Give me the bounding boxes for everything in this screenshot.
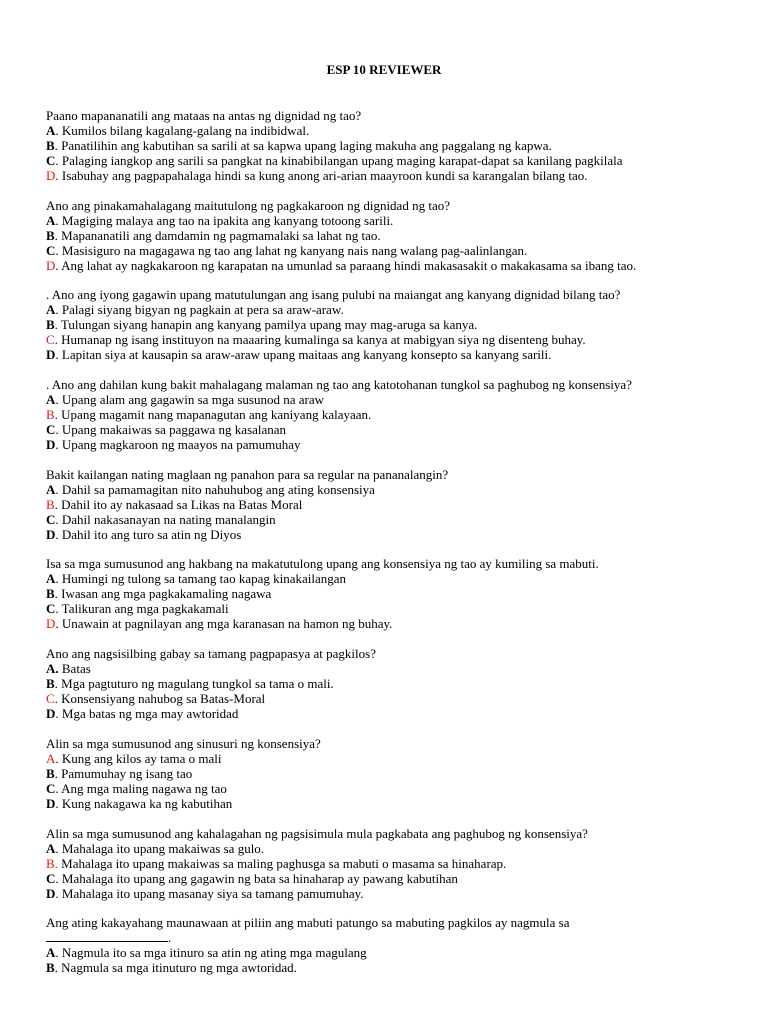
choice-text: . Mapananatili ang damdamin ng pagmamalaki sa lahat ng tao. <box>54 227 381 243</box>
choice-letter: B <box>46 138 55 153</box>
choice-text: . Humingi ng tulong sa tamang tao kapag kinakailangan <box>55 571 347 587</box>
choice-letter-correct: C <box>46 691 55 707</box>
choice-text: . Masisiguro na magagawa ng tao ang lahat ng kanyang nais nang walang pag-aalinlangan. <box>55 242 528 258</box>
question-text-content: Bakit kailangan nating maglaan ng panahon para sa regular na pananalangin? <box>46 466 449 482</box>
choice-item <box>46 302 746 317</box>
question-block <box>46 377 746 452</box>
choice-text: . Palagi siyang bigyan ng pagkain at pera sa araw-araw. <box>55 302 344 318</box>
question-block <box>46 646 746 721</box>
choice-letter: A <box>46 945 56 961</box>
choice-text: . Kung ang kilos ay tama o mali <box>55 750 222 766</box>
question-block <box>46 826 746 901</box>
choice-text: . Lapitan siya at kausapin sa araw-araw upang maitaas ang kanyang konsepto sa kanyang sarili. <box>55 347 552 363</box>
choice-item <box>46 437 746 452</box>
choice-item <box>46 571 746 586</box>
choice-text: . Mga batas ng mga may awtoridad <box>55 706 239 722</box>
choice-letter: C <box>46 601 56 617</box>
choice-text: . Upang alam ang gagawin sa mga susunod na araw <box>55 392 324 408</box>
choice-text: . Nagmula ito sa mga itinuro sa atin ng ating mga magulang <box>55 945 367 961</box>
question-text <box>46 736 746 751</box>
choice-letter-correct: D <box>46 616 56 632</box>
question-text <box>46 826 746 841</box>
choice-item <box>46 781 746 796</box>
question-text-content: Isa sa mga sumusunod ang hakbang na makatutulong upang ang konsensiya ng tao ay kumiling sa mabuti. <box>46 556 599 572</box>
question-text <box>46 467 746 482</box>
choice-letter: D <box>46 347 56 363</box>
question-text <box>46 556 746 571</box>
choice-text: . Kumilos bilang kagalang-galang na indibidwal. <box>55 123 310 138</box>
choice-text: . Dahil ito ang turo sa atin ng Diyos <box>55 526 242 542</box>
choice-letter: A <box>46 302 56 318</box>
question-text <box>46 108 746 123</box>
choice-text: . Nagmula sa mga itinuturo ng mga awtoridad. <box>54 960 297 976</box>
choice-text: . Isabuhay ang pagpapahalaga hindi sa kung anong ari-arian maayroon kundi sa karangalan bilang tao. <box>55 168 588 183</box>
choice-text: . Iwasan ang mga pagkakamaling nagawa <box>54 586 272 602</box>
choice-letter: D <box>46 795 56 811</box>
choice-item <box>46 213 746 228</box>
choice-letter: A <box>46 123 56 138</box>
question-text-content: Paano mapananatili ang mataas na antas ng dignidad ng tao? <box>46 108 362 123</box>
choice-text: . Magiging malaya ang tao na ipakita ang kanyang totoong sarili. <box>55 212 394 228</box>
choice-letter-correct: D <box>46 168 56 183</box>
choice-letter-correct: B <box>46 496 55 512</box>
choice-letter-correct: A <box>46 750 56 766</box>
choice-letter: A <box>46 571 56 587</box>
choice-text: . Palaging iangkop ang sarili sa pangkat na kinabibilangan upang maging karapat-dapat sa kanilang pagkilala <box>55 153 623 168</box>
choice-text: . Talikuran ang mga pagkakamali <box>55 601 229 617</box>
choice-letter: C <box>46 242 56 258</box>
choice-item <box>46 347 746 362</box>
choice-letter: A <box>46 481 56 497</box>
choice-letter: D <box>46 885 56 901</box>
choice-letter: B <box>46 317 55 333</box>
choice-item <box>46 527 746 542</box>
question-text <box>46 287 746 302</box>
choice-text: . Dahil sa pamamagitan nito nahuhubog ang ating konsensiya <box>55 481 375 497</box>
question-block <box>46 915 746 975</box>
choice-item <box>46 601 746 616</box>
question-block <box>46 108 746 183</box>
choice-letter-correct: B. <box>46 855 58 871</box>
choice-item <box>46 841 746 856</box>
question-block <box>46 467 746 542</box>
choice-item <box>46 945 746 960</box>
choice-item <box>46 691 746 706</box>
choice-letter: A. <box>46 661 59 677</box>
choice-item <box>46 392 746 407</box>
choice-item <box>46 332 746 347</box>
choice-item <box>46 886 746 901</box>
choice-item <box>46 512 746 527</box>
question-text <box>46 377 746 392</box>
choice-text: . Panatilihin ang kabutihan sa sarili at sa kapwa upang laging makuha ang paggalang ng kapwa. <box>54 138 552 153</box>
choice-text: . Konsensiyang nahubog sa Batas-Moral <box>54 691 266 707</box>
choice-letter: B <box>46 960 55 976</box>
question-text-content: Alin sa mga sumusunod ang kahalagahan ng pagsisimula mula pagkabata ang paghubog ng konsensiya? <box>46 825 588 841</box>
choice-letter-correct: B <box>46 407 55 423</box>
choice-letter: A <box>46 840 56 856</box>
question-block <box>46 556 746 631</box>
question-block <box>46 736 746 811</box>
choice-text: Mahalaga ito upang makaiwas sa maling paghusga sa mabuti o masama sa hinaharap. <box>57 855 507 871</box>
choice-item <box>46 497 746 512</box>
answer-blank-line <box>46 930 746 945</box>
choice-text: . Upang makaiwas sa paggawa ng kasalanan <box>55 422 287 438</box>
choice-item <box>46 168 746 183</box>
question-text <box>46 915 746 930</box>
choice-letter: C <box>46 422 56 438</box>
choice-text: . Mahalaga ito upang makaiwas sa gulo. <box>55 840 265 856</box>
choice-letter: A <box>46 392 56 408</box>
questions-list <box>46 108 746 990</box>
choice-item <box>46 243 746 258</box>
choice-letter: D <box>46 437 56 453</box>
choice-item <box>46 676 746 691</box>
choice-letter: B <box>46 227 55 243</box>
choice-item <box>46 153 746 168</box>
choice-letter: D <box>46 526 56 542</box>
choice-item <box>46 138 746 153</box>
choice-text: . Kung nakagawa ka ng kabutihan <box>55 795 233 811</box>
choice-text: . Mahalaga ito upang masanay siya sa tamang pamumuhay. <box>55 885 364 901</box>
choice-letter-correct: C <box>46 332 55 348</box>
choice-text: . Dahil nakasanayan na nating manalangin <box>55 511 276 527</box>
question-text-content: . Ano ang dahilan kung bakit mahalagang malaman ng tao ang katotohanan tungkol sa paghubog ng konsensiya? <box>46 377 632 393</box>
choice-item <box>46 407 746 422</box>
choice-text: . Dahil ito ay nakasaad sa Likas na Batas Moral <box>54 496 303 512</box>
choice-text: . Humanap ng isang instituyon na maaaring kumalinga sa kanya at mabigyan siya ng disenteng buhay. <box>54 332 586 348</box>
choice-item <box>46 766 746 781</box>
question-text-content: Ang ating kakayahang maunawaan at piliin ang mabuti patungo sa mabuting pagkilos ay nagmula sa <box>46 915 570 931</box>
choice-letter: B <box>46 676 55 692</box>
choice-letter-correct: D <box>46 257 56 273</box>
choice-text: . Ang mga maling nagawa ng tao <box>55 780 227 796</box>
choice-item <box>46 616 746 631</box>
choice-item <box>46 661 746 676</box>
choice-text: . Mga pagtuturo ng magulang tungkol sa tama o mali. <box>54 676 334 692</box>
question-block <box>46 198 746 273</box>
choice-text: . Tulungan siyang hanapin ang kanyang pamilya upang may mag-aruga sa kanya. <box>54 317 478 333</box>
choice-letter: B <box>46 765 55 781</box>
choice-letter: C <box>46 511 56 527</box>
choice-item <box>46 123 746 138</box>
choice-text: . Ang lahat ay nagkakaroon ng karapatan na umunlad sa paraang hindi makasasakit o makakasama sa ibang tao. <box>55 257 637 273</box>
question-text-content: Alin sa mga sumusunod ang sinusuri ng konsensiya? <box>46 735 321 751</box>
question-text-content: Ano ang pinakamahalagang maitutulong ng pagkakaroon ng dignidad ng tao? <box>46 197 450 213</box>
choice-letter: A <box>46 212 56 228</box>
choice-text: . Upang magamit nang mapanagutan ang kaniyang kalayaan. <box>54 407 372 423</box>
question-block <box>46 287 746 362</box>
choice-letter: D <box>46 706 56 722</box>
choice-letter: B <box>46 586 55 602</box>
choice-text: . Unawain at pagnilayan ang mga karanasan na hamon ng buhay. <box>55 616 393 632</box>
choice-item <box>46 706 746 721</box>
choice-letter: C <box>46 780 56 796</box>
choice-item <box>46 856 746 871</box>
choice-letter: C <box>46 153 56 168</box>
question-text <box>46 198 746 213</box>
choice-item <box>46 586 746 601</box>
question-text <box>46 646 746 661</box>
question-text-content: . Ano ang iyong gagawin upang matutulungan ang isang pulubi na maiangat ang kanyang dignidad bilang tao? <box>46 287 621 303</box>
choice-item <box>46 871 746 886</box>
choice-item <box>46 258 746 273</box>
question-text-end: . <box>168 930 172 946</box>
choice-item <box>46 960 746 975</box>
question-text-content: Ano ang nagsisilbing gabay sa tamang pagpapasya at pagkilos? <box>46 646 376 662</box>
choice-text: . Pamumuhay ng isang tao <box>54 765 193 781</box>
choice-item <box>46 317 746 332</box>
choice-item <box>46 482 746 497</box>
fill-in-blank <box>46 930 168 942</box>
choice-item <box>46 796 746 811</box>
choice-text: Batas <box>58 661 91 677</box>
choice-item <box>46 751 746 766</box>
choice-text: . Mahalaga ito upang ang gagawin ng bata sa hinaharap ay pawang kabutihan <box>55 870 458 886</box>
choice-item <box>46 422 746 437</box>
choice-letter: C <box>46 870 56 886</box>
choice-item <box>46 228 746 243</box>
document-title: ESP 10 REVIEWER <box>326 62 442 77</box>
choice-text: . Upang magkaroon ng maayos na pamumuhay <box>55 437 301 453</box>
